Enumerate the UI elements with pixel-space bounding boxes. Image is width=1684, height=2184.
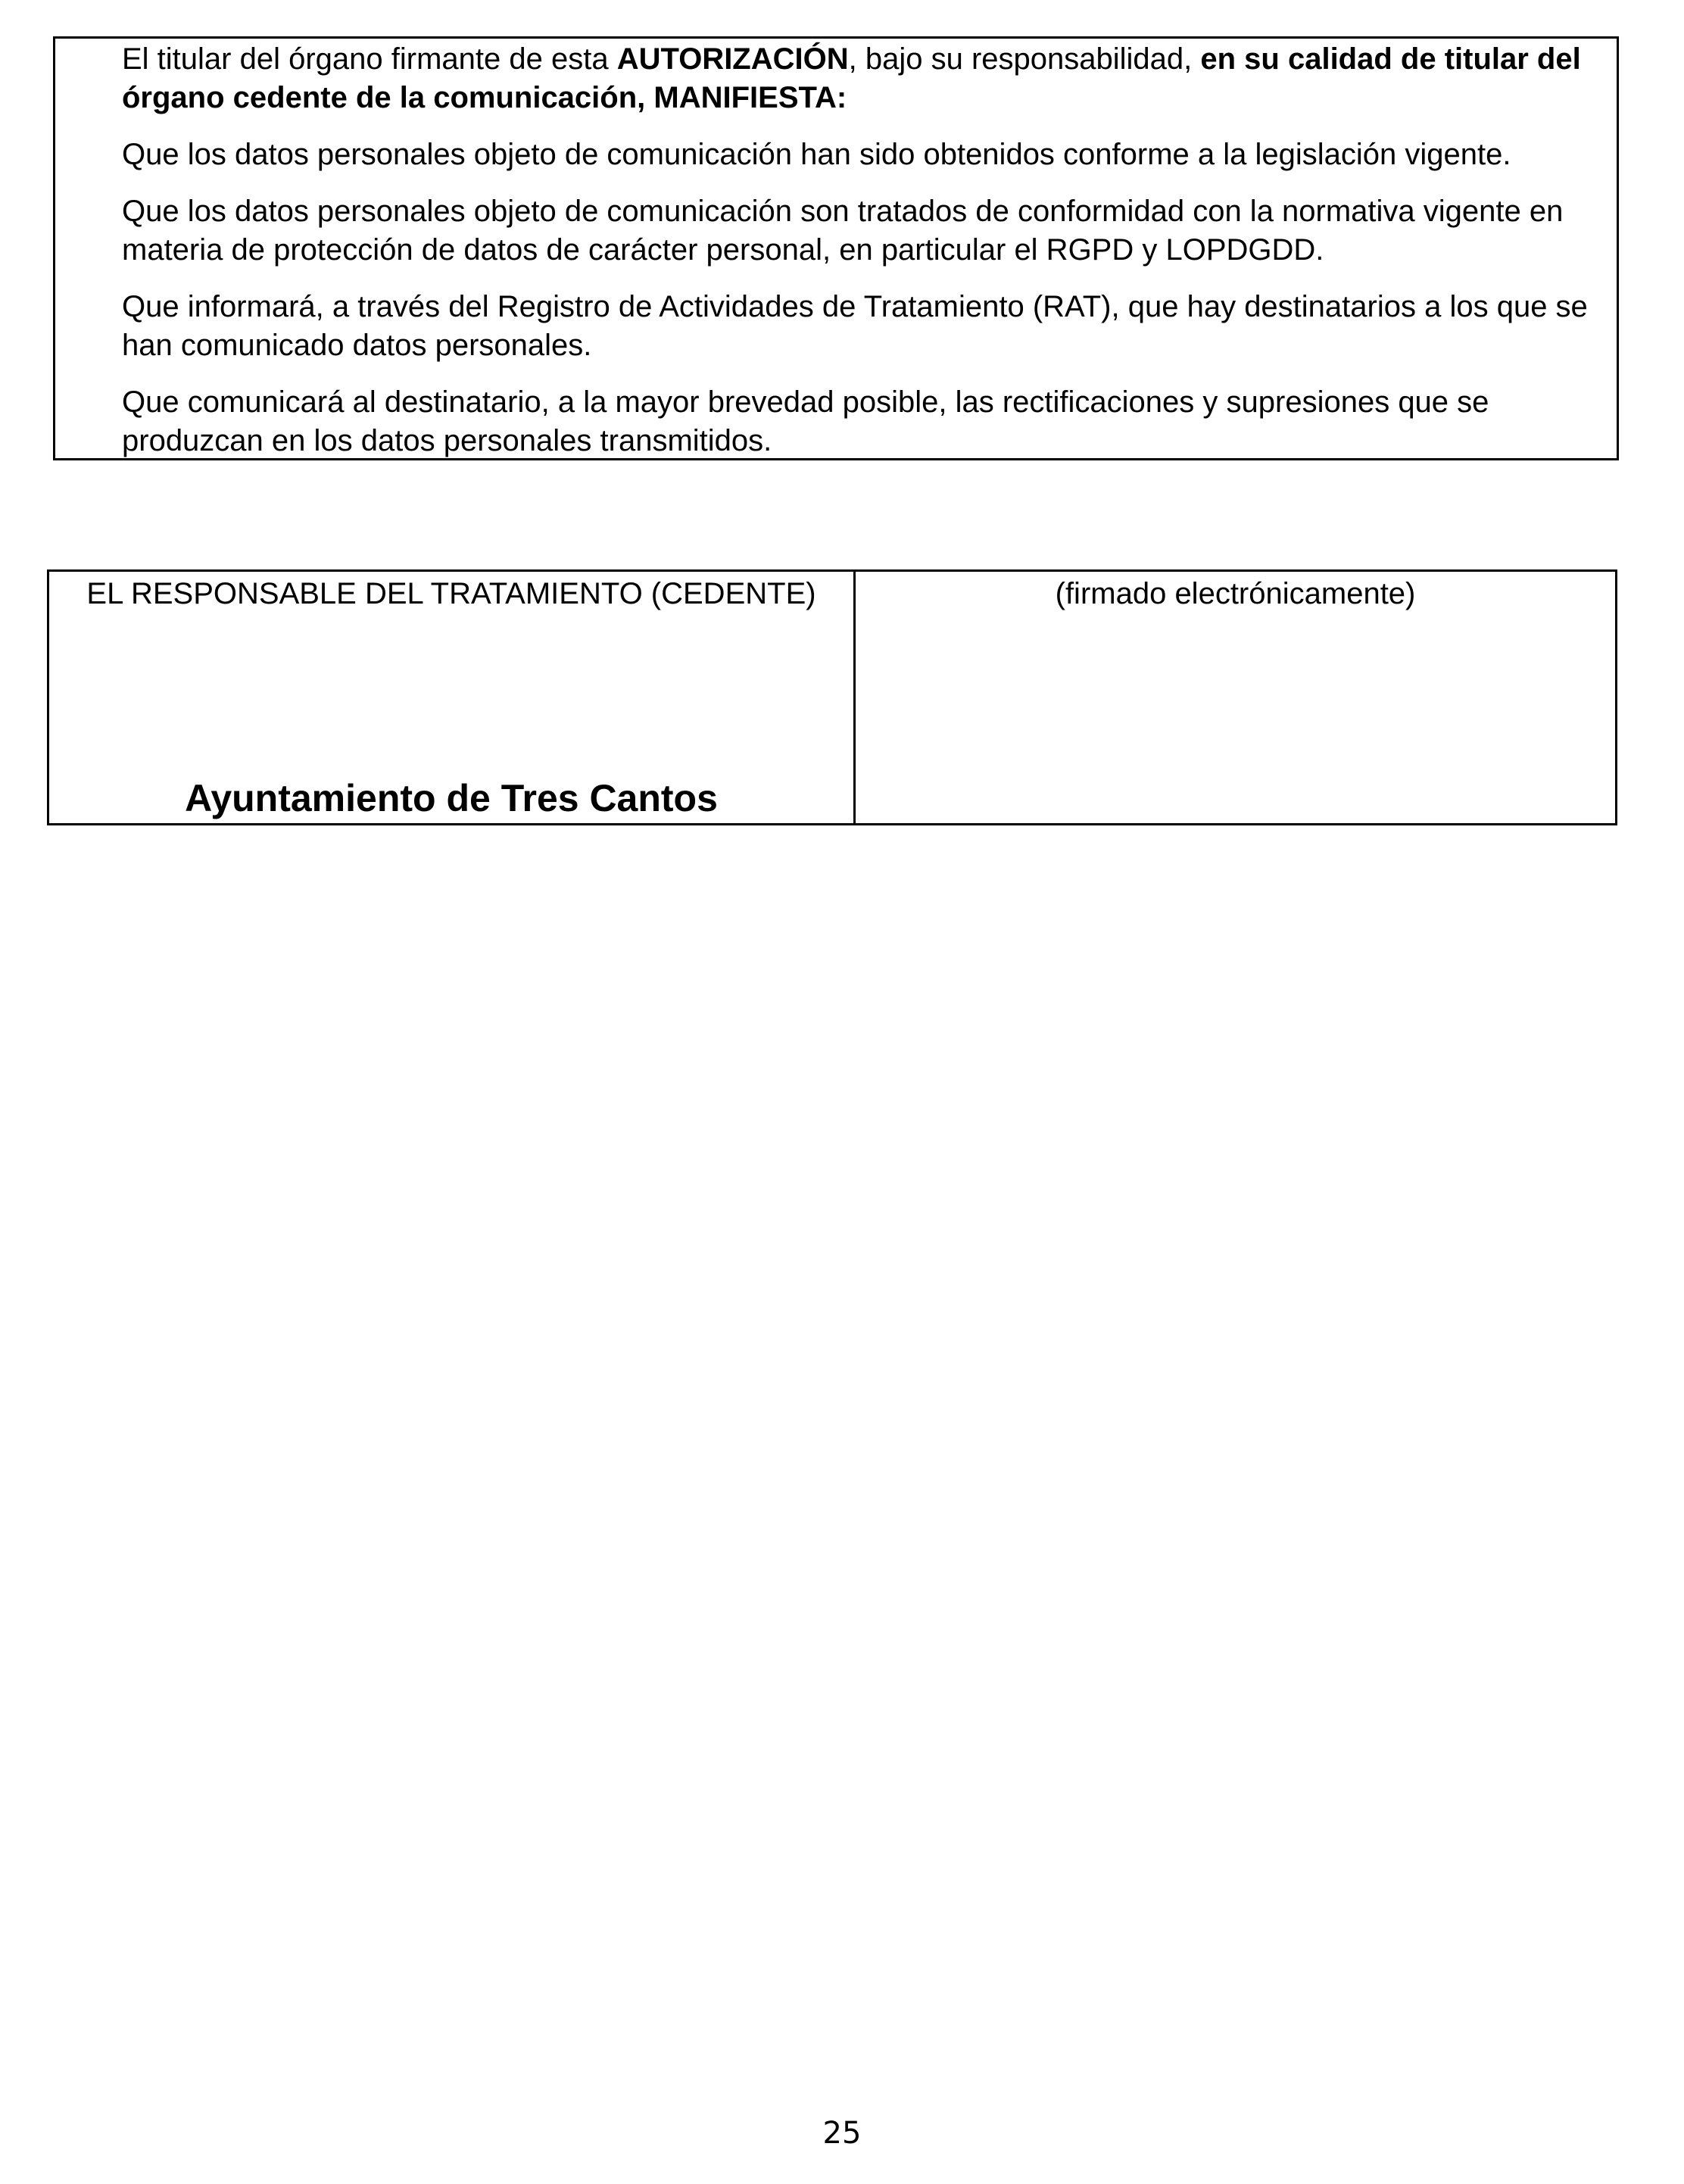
signature-left-cell: [49, 572, 856, 823]
manifest-intro: [122, 40, 1595, 117]
statement-rat: Que informará, a través del Registro de Actividades de Tratamiento (RAT), que hay destinatarios a los que se han comunicado datos personales.: [122, 290, 1588, 362]
page-number: 25: [822, 2116, 862, 2151]
signature-note: (firmado electrónicamente): [1055, 577, 1416, 610]
signature-right-cell: [856, 572, 1615, 823]
signature-table: [47, 569, 1617, 825]
intro-text-1: El titular del órgano firmante de esta: [122, 42, 617, 76]
statement-rectifications: Que comunicará al destinatario, a la mayor brevedad posible, las rectificaciones y supresiones que se produzcan en los datos personales transmitidos.: [122, 385, 1489, 457]
signature-entity: Ayuntamiento de Tres Cantos: [185, 777, 718, 819]
statement-treated: Que los datos personales objeto de comunicación son tratados de conformidad con la normativa vigente en materia de protección de datos de carácter personal, en particular el RGPD y LOPDGDD.: [122, 195, 1564, 267]
signature-role: EL RESPONSABLE DEL TRATAMIENTO (CEDENTE): [86, 577, 816, 610]
manifest-box: [53, 36, 1619, 460]
intro-bold-declaration: en su calidad de titular del órgano cedente de la comunicación, MANIFIESTA:: [122, 42, 1581, 114]
statement-obtained: Que los datos personales objeto de comunicación han sido obtenidos conforme a la legislación vigente.: [122, 138, 1511, 171]
intro-bold-authorization: AUTORIZACIÓN: [616, 42, 849, 76]
intro-text-2: , bajo su responsabilidad,: [848, 42, 1201, 76]
